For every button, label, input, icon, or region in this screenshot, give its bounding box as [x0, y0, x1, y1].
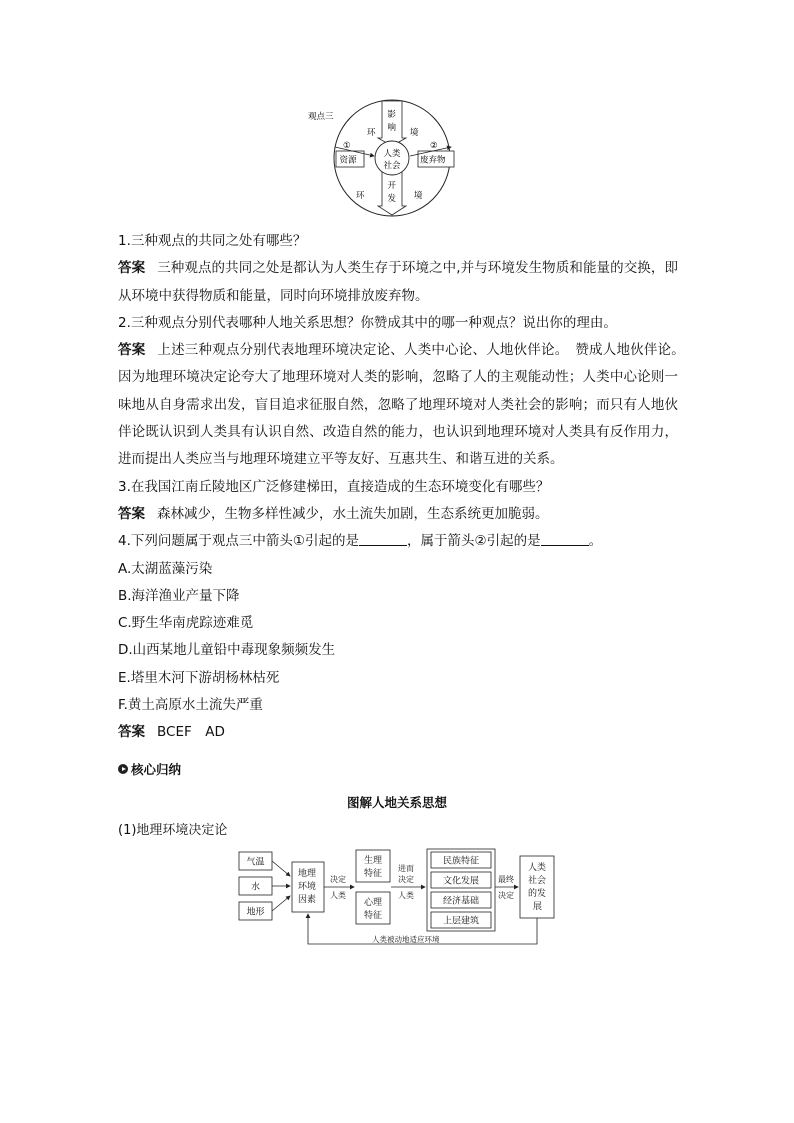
answer-3: [118, 501, 678, 528]
outcome-culture: 文化发展: [443, 876, 480, 887]
determine-arrow-3-line-1: 最终: [498, 875, 514, 884]
answer-2-text: 上述三种观点分别代表地理环境决定论、人类中心论、人地伙伴论。 赞成人地伙伴论。 因为地理环境决定论夸大了地理环境对人类的影响，忽略了人的主观能动性；人类中心论则一味地从自身需求出发，盲目追求征服自然，忽略了地理环境对人类社会的影响；而只有人地伙伴论既认识到人类具有认识自然、改造自然的能力，也认识到地理环境对人类具有反作用力，进而提出人类应当与地理环境建立平等友好、互惠共生、和谐互进的关系。: [118, 342, 692, 468]
determinism-flow-diagram: [236, 846, 562, 952]
development-char-1: 开: [387, 181, 397, 191]
determine-arrow-2-line-2: 决定: [398, 875, 414, 884]
play-circle-icon: [118, 764, 128, 774]
ring-label-bottom-left: 环: [356, 191, 365, 201]
section-heading-text: 核心归纳: [131, 762, 182, 777]
psychological-trait-line-2: 特征: [364, 911, 383, 921]
qa-content: [118, 228, 692, 747]
figure-title: 图解人地关系思想: [346, 795, 447, 810]
question-1: 1.三种观点的共同之处有哪些？: [118, 233, 307, 249]
physiological-trait-line-1: 生理: [364, 856, 383, 866]
determine-arrow-1-line-2: 人类: [330, 891, 346, 900]
option-b: B.海洋渔业产量下降: [118, 587, 240, 604]
influence-char-2: 响: [387, 123, 397, 133]
question-2: 2.三种观点分别代表哪种人地关系思想？你赞成其中的哪一种观点？说出你的理由。: [118, 314, 617, 331]
question-4-part-c: 。: [588, 533, 603, 550]
answer-4: [118, 719, 678, 746]
development-arrow: [378, 171, 406, 215]
factor-temperature: 气温: [246, 857, 265, 868]
development-char-2: 发: [387, 194, 397, 204]
determine-arrow-2-line-3: 人类: [398, 891, 414, 900]
diagram-label: 观点三: [308, 112, 334, 122]
answer-blank-2[interactable]: [541, 531, 589, 546]
question-3: 3.在我国江南丘陵地区广泛修建梯田，直接造成的生态环境变化有哪些？: [118, 478, 550, 495]
geo-factors-line-3: 因素: [298, 895, 317, 905]
question-4: [118, 528, 678, 555]
determine-arrow-3-line-2: 决定: [498, 891, 514, 900]
geo-factors-line-1: 地理: [298, 869, 317, 879]
section-heading: [118, 760, 181, 778]
physiological-trait-line-2: 特征: [364, 869, 383, 879]
outcome-economy: 经济基础: [443, 896, 480, 907]
outcome-ethnic: 民族特征: [443, 856, 480, 867]
answer-1-text: 三种观点的共同之处是都认为人类生存于环境之中,并与环境发生物质和能量的交换，即从环境中获得物质和能量，同时向环境排放废弃物。: [118, 260, 678, 304]
society-line-2: 社会: [383, 161, 401, 171]
question-4-part-a: 4.下列问题属于观点三中箭头①引起的是: [118, 533, 359, 550]
outcome-superstructure: 上层建筑: [443, 916, 480, 927]
answer-blank-1[interactable]: [359, 531, 407, 546]
determine-arrow-2-line-1: 进而: [398, 864, 414, 873]
psychological-trait-line-1: 心理: [364, 898, 383, 908]
answer-2: [118, 337, 692, 473]
ring-label-bottom-right: 境: [414, 191, 423, 201]
ring-label-top-left: 环: [367, 128, 376, 138]
factor-arrow-1: [272, 861, 290, 876]
viewpoint-three-diagram: [304, 98, 464, 218]
factor-arrow-3: [272, 896, 290, 911]
answer-4-text: BCEF AD: [157, 724, 225, 741]
arrow-1-marker: ①: [343, 141, 351, 151]
social-development-line-2: 社会: [528, 876, 547, 886]
option-c: C.野生华南虎踪迹难觅: [118, 615, 254, 632]
determine-arrow-1-line-1: 决定: [330, 875, 346, 884]
answer-3-text: 森林减少，生物多样性减少，水土流失加剧，生态系统更加脆弱。: [157, 505, 549, 522]
resources-label: 资源: [339, 155, 357, 166]
option-d: D.山西某地儿童铅中毒现象频频发生: [118, 642, 336, 659]
answer-label: 答案: [118, 342, 146, 359]
ring-label-top-right: 境: [410, 128, 419, 138]
subsection-heading: (1)地理环境决定论: [118, 823, 228, 838]
social-development-line-1: 人类: [528, 863, 547, 873]
option-e: E.塔里木河下游胡杨林枯死: [118, 669, 280, 686]
influence-char-1: 影: [387, 110, 397, 120]
option-a: A.太湖蓝藻污染: [118, 560, 213, 577]
question-4-part-b: ，属于箭头②引起的是: [406, 533, 541, 550]
answer-label: 答案: [118, 505, 145, 522]
arrow-2-marker: ②: [430, 141, 438, 151]
social-development-line-4: 展: [533, 902, 543, 912]
society-line-1: 人类: [383, 149, 401, 159]
waste-label: 废弃物: [420, 155, 446, 166]
answer-label: 答案: [118, 724, 145, 741]
factor-water: 水: [251, 882, 261, 893]
answer-1: [118, 255, 678, 310]
social-development-line-3: 的发: [528, 889, 547, 899]
factor-landform: 地形: [246, 907, 265, 918]
answer-label: 答案: [118, 260, 146, 277]
geo-factors-line-2: 环境: [298, 882, 317, 892]
option-f: F.黄土高原水土流失严重: [118, 697, 263, 714]
feedback-label: 人类被动地适应环境: [372, 935, 440, 944]
